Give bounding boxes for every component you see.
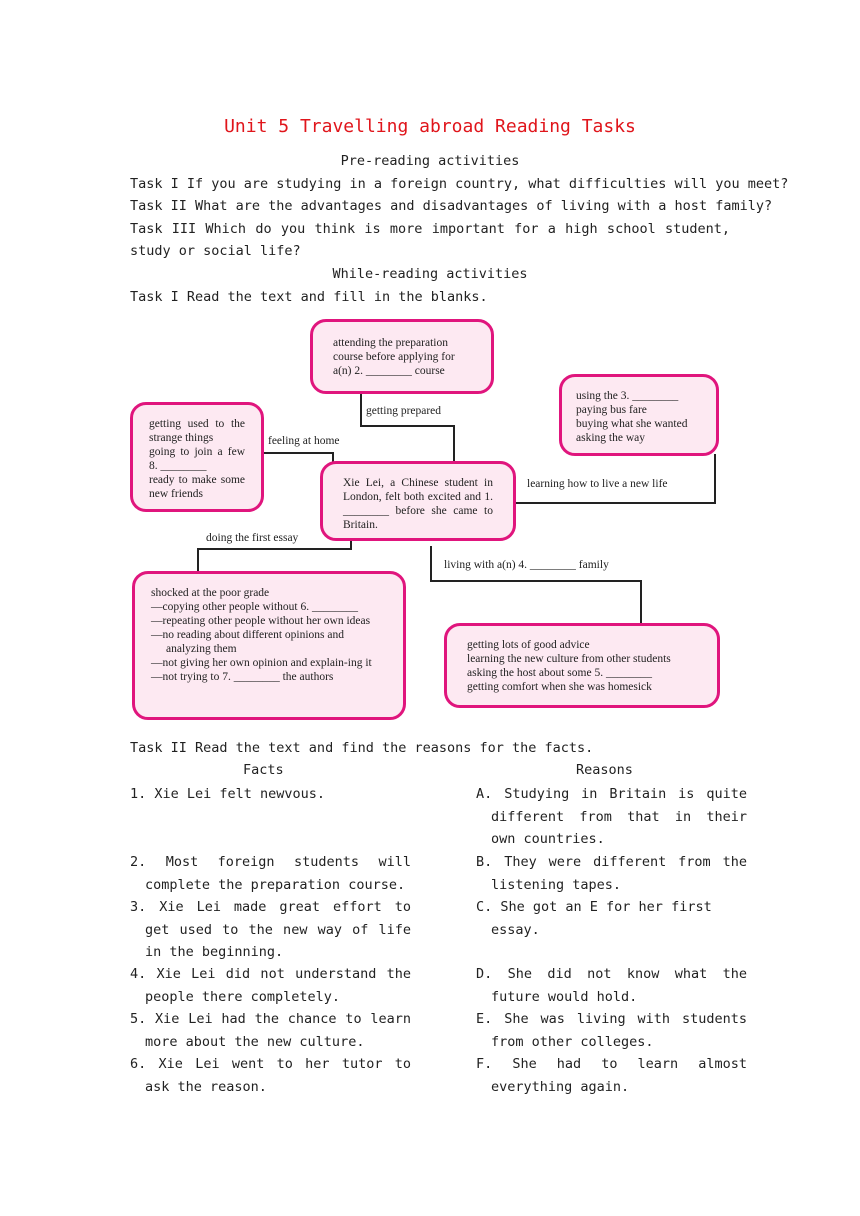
box-center-xie-lei [320, 461, 516, 541]
box-bottom-left-essay [132, 571, 406, 720]
connector-right-vertical [714, 454, 716, 504]
label-getting-prepared: getting prepared [366, 405, 442, 417]
fact-item: 6. Xie Lei went to her tutor to ask the reason. [130, 1056, 411, 1095]
reason-item: E. She was living with students from other colleges. [476, 1011, 747, 1050]
box-bottom-right-host [444, 623, 720, 708]
label-feeling-at-home: feeling at home [268, 435, 340, 447]
box-left-feeling-home [130, 402, 264, 512]
pre-reading-heading: Pre-reading activities [340, 153, 520, 169]
box-right-item: paying bus fare [576, 404, 647, 416]
label-host-family: living with a(n) 4. ________ family [444, 559, 609, 571]
box-bottom-right-item: learning the new culture from other students [467, 653, 671, 665]
box-right-new-life [559, 374, 719, 456]
facts-header: Facts [243, 762, 284, 778]
connector-top-down [453, 425, 455, 464]
connector-bottomleft-horizontal [197, 548, 352, 550]
label-learning-new-life: learning how to live a new life [527, 478, 668, 490]
box-bottom-left-item: —no reading about different opinions and analyzing them [151, 629, 345, 655]
while-reading-task-1: Task I Read the text and fill in the blanks. [130, 289, 488, 305]
box-center-text: Xie Lei, a Chinese student in London, felt both excited and 1. ________ before she came to Britain. [343, 477, 493, 531]
reasons-header: Reasons [576, 762, 633, 778]
connector-right-horizontal [514, 502, 716, 504]
box-bottom-right-item: asking the host about some 5. ________ [467, 667, 652, 679]
pre-reading-task-2: Task II What are the advantages and disadvantages of living with a host family? [130, 198, 773, 214]
box-right-item: buying what she wanted [576, 418, 688, 430]
connector-top-horizontal [360, 425, 455, 427]
box-bottom-left-item: shocked at the poor grade [151, 587, 270, 599]
box-bottom-left-item: —copying other people without 6. ________ [151, 601, 358, 613]
pre-reading-task-1: Task I If you are studying in a foreign country, what difficulties will you meet? [130, 176, 789, 192]
fact-item: 1. Xie Lei felt newvous. [130, 786, 326, 802]
box-left-item: getting used to the strange things [149, 418, 245, 444]
label-first-essay: doing the first essay [206, 532, 299, 544]
reason-item: D. She did not know what the future would hold. [476, 966, 747, 1005]
connector-bottomright-horizontal [430, 580, 642, 582]
task2-heading: Task II Read the text and find the reasons for the facts. [130, 740, 594, 756]
connector-bottomright-vertical [640, 580, 642, 624]
box-top-preparation [310, 319, 494, 394]
box-right-item: asking the way [576, 432, 645, 444]
fact-item: 4. Xie Lei did not understand the people there completely. [130, 966, 411, 1005]
reason-item: F. She had to learn almost everything again. [476, 1056, 747, 1095]
fact-item: 3. Xie Lei made great effort to get used to the new way of life in the beginning. [130, 899, 411, 960]
box-top-text: attending the preparation course before applying for a(n) 2. ________ course [333, 337, 455, 377]
page-title: Unit 5 Travelling abroad Reading Tasks [224, 116, 636, 137]
box-bottom-right-item: getting lots of good advice [467, 639, 590, 651]
box-left-item: ready to make some new friends [149, 474, 245, 500]
reason-item: A. Studying in Britain is quite different from that in their own countries. [476, 786, 747, 847]
box-bottom-left-item: —repeating other people without her own ideas [151, 615, 371, 627]
connector-top-vertical [360, 393, 362, 427]
pre-reading-task-3: Task III Which do you think is more important for a high school student, study or social life? [130, 221, 730, 259]
fact-item: 5. Xie Lei had the chance to learn more about the new culture. [130, 1011, 411, 1050]
connector-left-horizontal [262, 452, 334, 454]
box-left-item: going to join a few 8. ________ [149, 446, 245, 472]
while-reading-heading: While-reading activities [332, 266, 528, 282]
reason-item: C. She got an E for her first essay. [476, 899, 712, 938]
box-bottom-left-item: —not giving her own opinion and explain-ing it [151, 657, 372, 669]
reason-item: B. They were different from the listening tapes. [476, 854, 747, 893]
box-right-item: using the 3. ________ [576, 390, 679, 402]
box-bottom-right-item: getting comfort when she was homesick [467, 681, 652, 693]
connector-bottomright-vertical-top [430, 546, 432, 582]
box-bottom-left-item: —not trying to 7. ________ the authors [151, 671, 334, 683]
fact-item: 2. Most foreign students will complete the preparation course. [130, 854, 411, 893]
